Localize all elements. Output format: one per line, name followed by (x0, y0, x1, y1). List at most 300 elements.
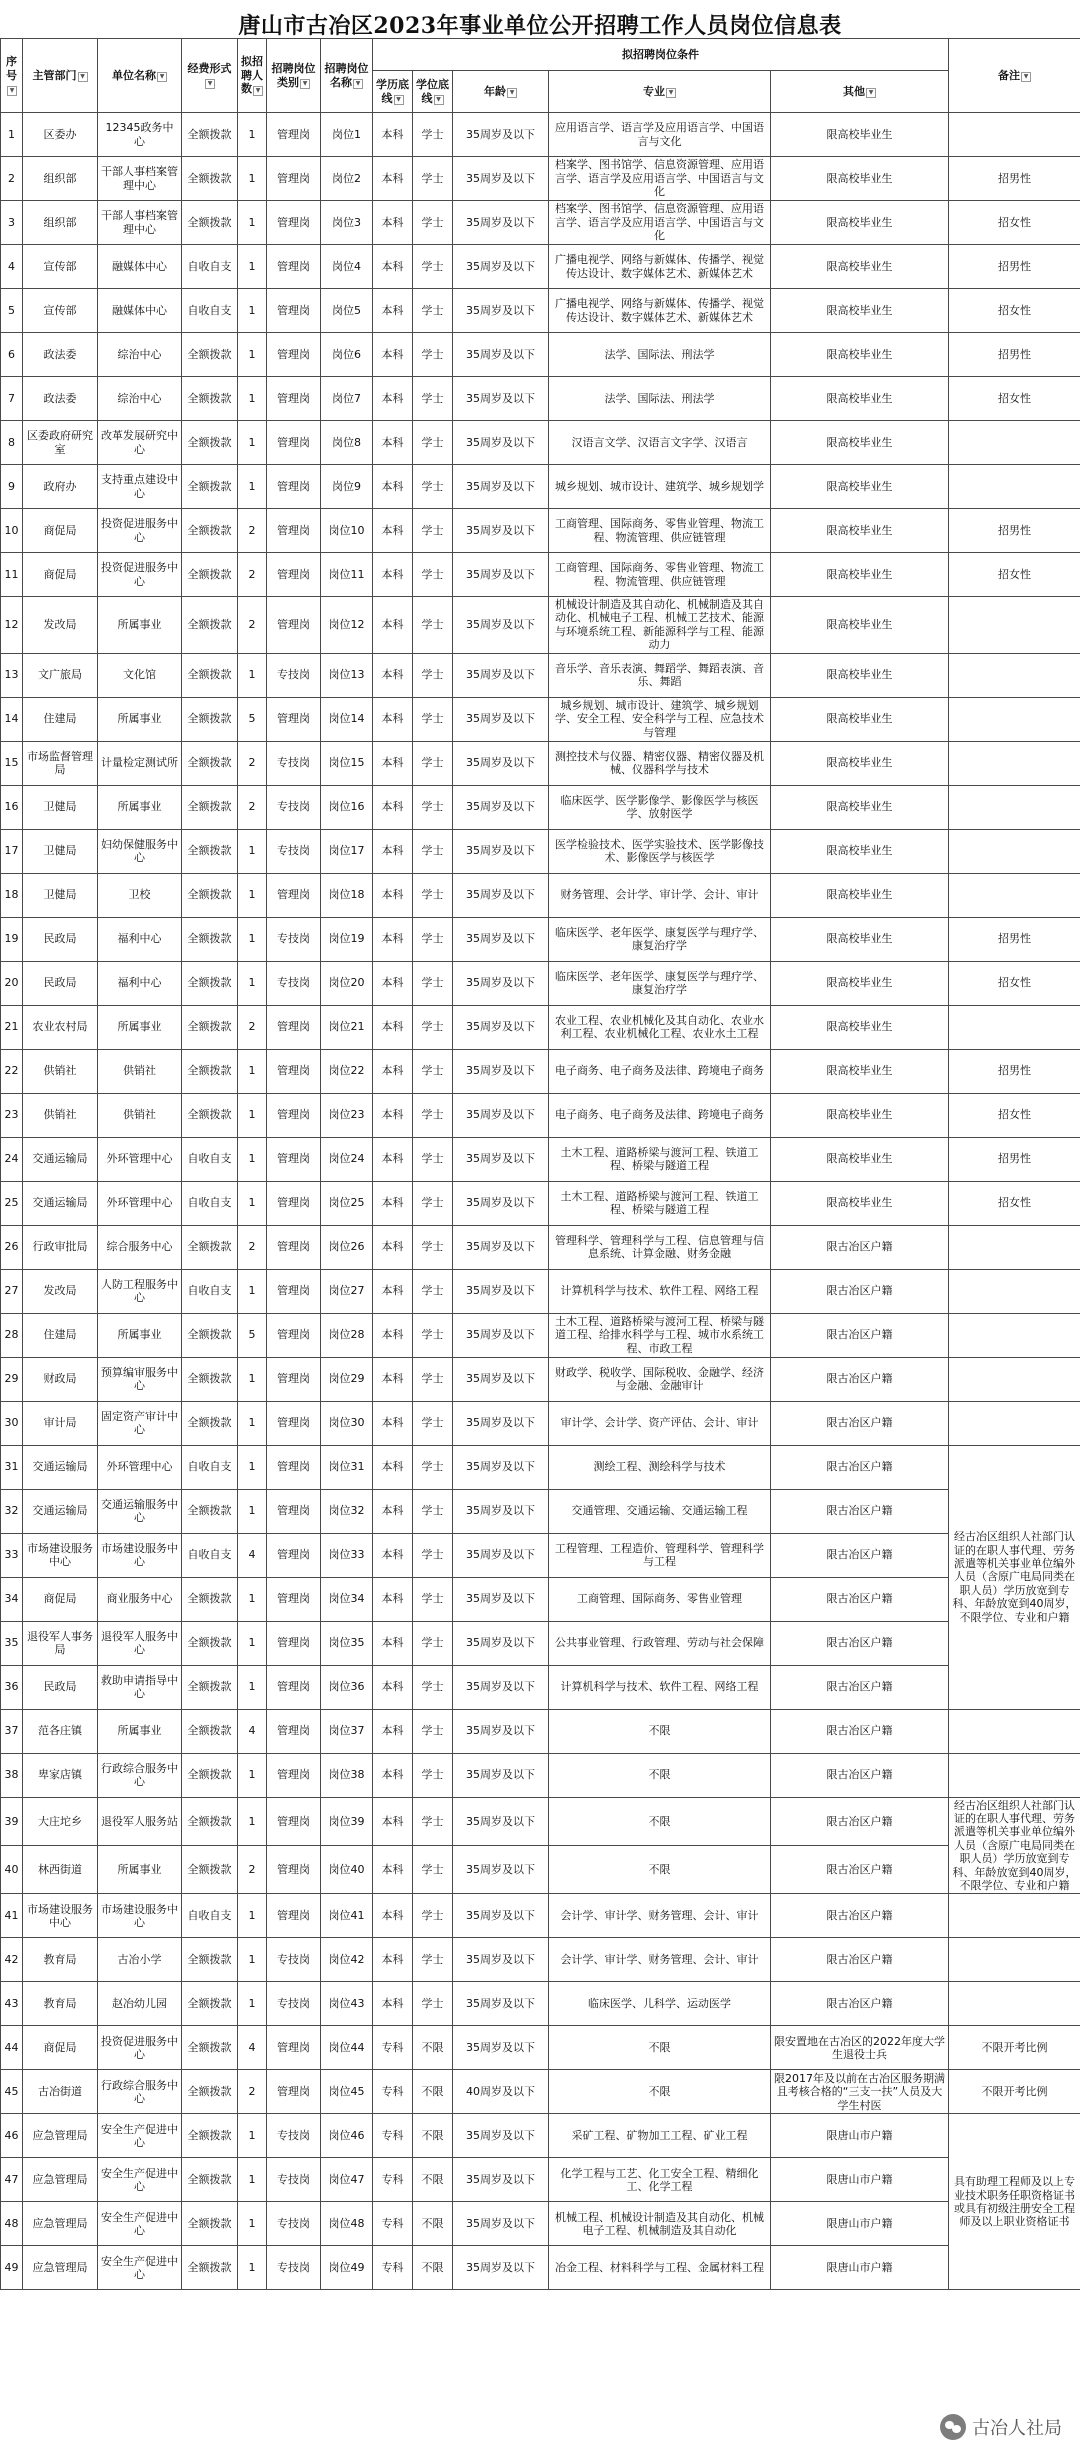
row-count[interactable]: 1 (238, 421, 267, 465)
row-edu[interactable]: 本科 (373, 1005, 413, 1049)
row-funding[interactable]: 全额拨款 (182, 1938, 238, 1982)
row-dept[interactable]: 应急管理局 (23, 2202, 98, 2246)
row-funding[interactable]: 全额拨款 (182, 1621, 238, 1665)
row-category[interactable]: 专技岗 (267, 961, 321, 1005)
row-funding[interactable]: 全额拨款 (182, 1489, 238, 1533)
row-remark[interactable] (949, 113, 1080, 157)
row-category[interactable]: 管理岗 (267, 553, 321, 597)
row-funding[interactable]: 全额拨款 (182, 377, 238, 421)
row-category[interactable]: 管理岗 (267, 1313, 321, 1357)
row-dept[interactable]: 住建局 (23, 697, 98, 741)
row-post[interactable]: 岗位25 (321, 1181, 373, 1225)
row-category[interactable]: 专技岗 (267, 1938, 321, 1982)
row-degree[interactable]: 不限 (413, 2202, 453, 2246)
row-funding[interactable]: 全额拨款 (182, 157, 238, 201)
row-age[interactable]: 35周岁及以下 (453, 2246, 549, 2290)
row-count[interactable]: 1 (238, 829, 267, 873)
row-no[interactable]: 21 (1, 1005, 23, 1049)
row-no[interactable]: 23 (1, 1093, 23, 1137)
row-remark[interactable] (949, 465, 1080, 509)
row-no[interactable]: 28 (1, 1313, 23, 1357)
row-other[interactable]: 限高校毕业生 (771, 377, 949, 421)
row-degree[interactable]: 学士 (413, 1445, 453, 1489)
row-degree[interactable]: 学士 (413, 1225, 453, 1269)
row-count[interactable]: 2 (238, 553, 267, 597)
row-unit[interactable]: 所属事业 (98, 1709, 182, 1753)
row-funding[interactable]: 全额拨款 (182, 697, 238, 741)
row-edu[interactable]: 专科 (373, 2070, 413, 2114)
row-other[interactable]: 限高校毕业生 (771, 873, 949, 917)
row-dept[interactable]: 组织部 (23, 201, 98, 245)
row-edu[interactable]: 本科 (373, 289, 413, 333)
row-no[interactable]: 3 (1, 201, 23, 245)
row-category[interactable]: 专技岗 (267, 2202, 321, 2246)
row-edu[interactable]: 本科 (373, 1445, 413, 1489)
row-category[interactable]: 管理岗 (267, 289, 321, 333)
row-major[interactable]: 土木工程、道路桥梁与渡河工程、桥梁与隧道工程、给排水科学与工程、城市水系统工程、市政工程 (549, 1313, 771, 1357)
row-edu[interactable]: 本科 (373, 1577, 413, 1621)
row-post[interactable]: 岗位5 (321, 289, 373, 333)
row-degree[interactable]: 学士 (413, 917, 453, 961)
row-category[interactable]: 管理岗 (267, 1709, 321, 1753)
row-edu[interactable]: 本科 (373, 1982, 413, 2026)
row-unit[interactable]: 预算编审服务中心 (98, 1357, 182, 1401)
row-category[interactable]: 管理岗 (267, 1753, 321, 1797)
row-category[interactable]: 管理岗 (267, 245, 321, 289)
row-other[interactable]: 限高校毕业生 (771, 509, 949, 553)
row-degree[interactable]: 学士 (413, 1982, 453, 2026)
row-count[interactable]: 1 (238, 1357, 267, 1401)
row-no[interactable]: 18 (1, 873, 23, 917)
row-category[interactable]: 专技岗 (267, 1982, 321, 2026)
row-age[interactable]: 35周岁及以下 (453, 873, 549, 917)
row-major[interactable]: 计算机科学与技术、软件工程、网络工程 (549, 1269, 771, 1313)
row-count[interactable]: 1 (238, 1137, 267, 1181)
row-degree[interactable]: 不限 (413, 2246, 453, 2290)
row-unit[interactable]: 固定资产审计中心 (98, 1401, 182, 1445)
row-major[interactable]: 测绘工程、测绘科学与技术 (549, 1445, 771, 1489)
row-dept[interactable]: 政法委 (23, 377, 98, 421)
row-dept[interactable]: 商促局 (23, 553, 98, 597)
row-funding[interactable]: 自收自支 (182, 289, 238, 333)
row-post[interactable]: 岗位23 (321, 1093, 373, 1137)
row-unit[interactable]: 交通运输服务中心 (98, 1489, 182, 1533)
row-unit[interactable]: 所属事业 (98, 1313, 182, 1357)
row-dept[interactable]: 应急管理局 (23, 2114, 98, 2158)
row-post[interactable]: 岗位40 (321, 1846, 373, 1894)
row-count[interactable]: 1 (238, 465, 267, 509)
row-category[interactable]: 管理岗 (267, 1797, 321, 1845)
row-count[interactable]: 1 (238, 1445, 267, 1489)
row-category[interactable]: 管理岗 (267, 1049, 321, 1093)
row-funding[interactable]: 全额拨款 (182, 2026, 238, 2070)
row-category[interactable]: 管理岗 (267, 157, 321, 201)
row-funding[interactable]: 全额拨款 (182, 553, 238, 597)
row-major[interactable]: 冶金工程、材料科学与工程、金属材料工程 (549, 2246, 771, 2290)
row-no[interactable]: 46 (1, 2114, 23, 2158)
row-unit[interactable]: 行政综合服务中心 (98, 1753, 182, 1797)
row-unit[interactable]: 计量检定测试所 (98, 741, 182, 785)
row-funding[interactable]: 全额拨款 (182, 653, 238, 697)
row-unit[interactable]: 供销社 (98, 1093, 182, 1137)
row-major[interactable]: 临床医学、老年医学、康复医学与理疗学、康复治疗学 (549, 961, 771, 1005)
row-remark[interactable]: 招男性 (949, 245, 1080, 289)
header-post[interactable]: 招聘岗位名称 ▼ (321, 39, 373, 113)
header-degree[interactable]: 学位底线 ▼ (413, 71, 453, 113)
row-remark[interactable] (949, 1269, 1080, 1313)
row-unit[interactable]: 赵冶幼儿园 (98, 1982, 182, 2026)
row-category[interactable]: 管理岗 (267, 597, 321, 654)
row-age[interactable]: 35周岁及以下 (453, 1181, 549, 1225)
row-age[interactable]: 35周岁及以下 (453, 1533, 549, 1577)
row-no[interactable]: 12 (1, 597, 23, 654)
row-no[interactable]: 30 (1, 1401, 23, 1445)
row-no[interactable]: 7 (1, 377, 23, 421)
row-age[interactable]: 35周岁及以下 (453, 1709, 549, 1753)
row-edu[interactable]: 本科 (373, 1665, 413, 1709)
row-category[interactable]: 管理岗 (267, 1533, 321, 1577)
row-unit[interactable]: 外环管理中心 (98, 1181, 182, 1225)
row-unit[interactable]: 行政综合服务中心 (98, 2070, 182, 2114)
row-remark[interactable] (949, 1753, 1080, 1797)
row-post[interactable]: 岗位37 (321, 1709, 373, 1753)
row-category[interactable]: 管理岗 (267, 113, 321, 157)
row-no[interactable]: 32 (1, 1489, 23, 1533)
row-no[interactable]: 11 (1, 553, 23, 597)
row-degree[interactable]: 学士 (413, 1533, 453, 1577)
row-post[interactable]: 岗位2 (321, 157, 373, 201)
row-no[interactable]: 37 (1, 1709, 23, 1753)
row-other[interactable]: 限高校毕业生 (771, 421, 949, 465)
row-remark[interactable]: 不限开考比例 (949, 2026, 1080, 2070)
row-other[interactable]: 限古冶区户籍 (771, 1533, 949, 1577)
row-remark[interactable] (949, 697, 1080, 741)
row-edu[interactable]: 专科 (373, 2246, 413, 2290)
row-degree[interactable]: 学士 (413, 1137, 453, 1181)
row-edu[interactable]: 本科 (373, 1181, 413, 1225)
row-funding[interactable]: 全额拨款 (182, 1225, 238, 1269)
row-major[interactable]: 工商管理、国际商务、零售业管理、物流工程、物流管理、供应链管理 (549, 509, 771, 553)
row-degree[interactable]: 学士 (413, 829, 453, 873)
row-other[interactable]: 限古冶区户籍 (771, 1269, 949, 1313)
row-count[interactable]: 1 (238, 1181, 267, 1225)
row-category[interactable]: 管理岗 (267, 509, 321, 553)
row-edu[interactable]: 本科 (373, 873, 413, 917)
row-other[interactable]: 限唐山市户籍 (771, 2246, 949, 2290)
row-edu[interactable]: 本科 (373, 1401, 413, 1445)
row-no[interactable]: 2 (1, 157, 23, 201)
row-count[interactable]: 1 (238, 201, 267, 245)
row-no[interactable]: 24 (1, 1137, 23, 1181)
row-unit[interactable]: 所属事业 (98, 597, 182, 654)
row-degree[interactable]: 学士 (413, 1005, 453, 1049)
row-major[interactable]: 化学工程与工艺、化工安全工程、精细化工、化学工程 (549, 2158, 771, 2202)
row-category[interactable]: 专技岗 (267, 917, 321, 961)
row-count[interactable]: 1 (238, 1621, 267, 1665)
row-other[interactable]: 限高校毕业生 (771, 1137, 949, 1181)
row-degree[interactable]: 学士 (413, 421, 453, 465)
row-category[interactable]: 管理岗 (267, 1577, 321, 1621)
row-dept[interactable]: 组织部 (23, 157, 98, 201)
row-edu[interactable]: 本科 (373, 829, 413, 873)
row-remark[interactable] (949, 1894, 1080, 1938)
row-remark[interactable] (949, 741, 1080, 785)
row-category[interactable]: 管理岗 (267, 1401, 321, 1445)
row-dept[interactable]: 大庄坨乡 (23, 1797, 98, 1845)
row-age[interactable]: 35周岁及以下 (453, 1005, 549, 1049)
row-unit[interactable]: 安全生产促进中心 (98, 2202, 182, 2246)
row-post[interactable]: 岗位41 (321, 1894, 373, 1938)
row-edu[interactable]: 本科 (373, 1894, 413, 1938)
row-funding[interactable]: 全额拨款 (182, 873, 238, 917)
row-post[interactable]: 岗位16 (321, 785, 373, 829)
row-age[interactable]: 35周岁及以下 (453, 333, 549, 377)
row-post[interactable]: 岗位4 (321, 245, 373, 289)
row-count[interactable]: 1 (238, 2114, 267, 2158)
row-unit[interactable]: 所属事业 (98, 785, 182, 829)
row-no[interactable]: 29 (1, 1357, 23, 1401)
row-major[interactable]: 电子商务、电子商务及法律、跨境电子商务 (549, 1049, 771, 1093)
row-major[interactable]: 档案学、图书馆学、信息资源管理、应用语言学、语言学及应用语言学、中国语言与文化 (549, 157, 771, 201)
row-count[interactable]: 5 (238, 1313, 267, 1357)
row-degree[interactable]: 不限 (413, 2114, 453, 2158)
row-post[interactable]: 岗位7 (321, 377, 373, 421)
row-count[interactable]: 1 (238, 1938, 267, 1982)
row-dept[interactable]: 住建局 (23, 1313, 98, 1357)
row-degree[interactable]: 学士 (413, 1401, 453, 1445)
row-major[interactable]: 电子商务、电子商务及法律、跨境电子商务 (549, 1093, 771, 1137)
row-age[interactable]: 35周岁及以下 (453, 2026, 549, 2070)
row-unit[interactable]: 市场建设服务中心 (98, 1533, 182, 1577)
row-remark[interactable] (949, 1313, 1080, 1357)
row-category[interactable]: 管理岗 (267, 1005, 321, 1049)
row-edu[interactable]: 本科 (373, 509, 413, 553)
row-major[interactable]: 工程管理、工程造价、管理科学、管理科学与工程 (549, 1533, 771, 1577)
row-other[interactable]: 限高校毕业生 (771, 961, 949, 1005)
row-age[interactable]: 35周岁及以下 (453, 785, 549, 829)
row-edu[interactable]: 专科 (373, 2202, 413, 2246)
row-age[interactable]: 35周岁及以下 (453, 157, 549, 201)
row-edu[interactable]: 本科 (373, 465, 413, 509)
row-other[interactable]: 限高校毕业生 (771, 1005, 949, 1049)
row-unit[interactable]: 福利中心 (98, 961, 182, 1005)
row-no[interactable]: 45 (1, 2070, 23, 2114)
row-remark[interactable]: 招女性 (949, 201, 1080, 245)
row-other[interactable]: 限古冶区户籍 (771, 1577, 949, 1621)
row-dept[interactable]: 古冶街道 (23, 2070, 98, 2114)
row-funding[interactable]: 全额拨款 (182, 741, 238, 785)
row-remark[interactable] (949, 873, 1080, 917)
row-category[interactable]: 管理岗 (267, 2070, 321, 2114)
row-remark-merged[interactable]: 经古冶区组织人社部门认证的在职人事代理、劳务派遣等机关事业单位编外人员（含原广电局同类在职人员）学历放宽到专科、年龄放宽到40周岁，不限学位、专业和户籍 (949, 1797, 1080, 1894)
row-unit[interactable]: 融媒体中心 (98, 245, 182, 289)
row-category[interactable]: 专技岗 (267, 2158, 321, 2202)
row-major[interactable]: 音乐学、音乐表演、舞蹈学、舞蹈表演、音乐、舞蹈 (549, 653, 771, 697)
row-remark[interactable] (949, 1401, 1080, 1445)
row-dept[interactable]: 发改局 (23, 597, 98, 654)
row-unit[interactable]: 市场建设服务中心 (98, 1894, 182, 1938)
row-category[interactable]: 专技岗 (267, 2114, 321, 2158)
row-count[interactable]: 1 (238, 377, 267, 421)
row-no[interactable]: 44 (1, 2026, 23, 2070)
row-other[interactable]: 限古冶区户籍 (771, 1982, 949, 2026)
row-dept[interactable]: 交通运输局 (23, 1137, 98, 1181)
row-category[interactable]: 管理岗 (267, 465, 321, 509)
row-post[interactable]: 岗位1 (321, 113, 373, 157)
row-other[interactable]: 限高校毕业生 (771, 201, 949, 245)
row-category[interactable]: 管理岗 (267, 1489, 321, 1533)
row-post[interactable]: 岗位21 (321, 1005, 373, 1049)
row-funding[interactable]: 全额拨款 (182, 1709, 238, 1753)
row-degree[interactable]: 学士 (413, 1489, 453, 1533)
row-category[interactable]: 管理岗 (267, 1445, 321, 1489)
row-degree[interactable]: 学士 (413, 1938, 453, 1982)
row-no[interactable]: 26 (1, 1225, 23, 1269)
row-edu[interactable]: 本科 (373, 1313, 413, 1357)
header-edu[interactable]: 学历底线 ▼ (373, 71, 413, 113)
row-funding[interactable]: 自收自支 (182, 1533, 238, 1577)
row-post[interactable]: 岗位32 (321, 1489, 373, 1533)
row-no[interactable]: 22 (1, 1049, 23, 1093)
row-remark[interactable] (949, 1225, 1080, 1269)
row-category[interactable]: 管理岗 (267, 1665, 321, 1709)
row-post[interactable]: 岗位6 (321, 333, 373, 377)
row-degree[interactable]: 学士 (413, 333, 453, 377)
row-age[interactable]: 35周岁及以下 (453, 697, 549, 741)
row-other[interactable]: 限高校毕业生 (771, 697, 949, 741)
row-other[interactable]: 限高校毕业生 (771, 113, 949, 157)
row-other[interactable]: 限高校毕业生 (771, 829, 949, 873)
row-count[interactable]: 5 (238, 697, 267, 741)
row-no[interactable]: 4 (1, 245, 23, 289)
row-unit[interactable]: 所属事业 (98, 1846, 182, 1894)
row-remark[interactable] (949, 785, 1080, 829)
row-major[interactable]: 医学检验技术、医学实验技术、医学影像技术、影像医学与核医学 (549, 829, 771, 873)
row-post[interactable]: 岗位46 (321, 2114, 373, 2158)
row-age[interactable]: 35周岁及以下 (453, 597, 549, 654)
row-unit[interactable]: 退役军人服务中心 (98, 1621, 182, 1665)
row-post[interactable]: 岗位34 (321, 1577, 373, 1621)
row-dept[interactable]: 供销社 (23, 1049, 98, 1093)
row-degree[interactable]: 学士 (413, 1894, 453, 1938)
row-unit[interactable]: 古冶小学 (98, 1938, 182, 1982)
row-funding[interactable]: 全额拨款 (182, 465, 238, 509)
row-post[interactable]: 岗位22 (321, 1049, 373, 1093)
row-unit[interactable]: 外环管理中心 (98, 1137, 182, 1181)
row-dept[interactable]: 行政审批局 (23, 1225, 98, 1269)
row-count[interactable]: 1 (238, 873, 267, 917)
row-major[interactable]: 测控技术与仪器、精密仪器、精密仪器及机械、仪器科学与技术 (549, 741, 771, 785)
row-count[interactable]: 2 (238, 785, 267, 829)
row-post[interactable]: 岗位8 (321, 421, 373, 465)
row-other[interactable]: 限古冶区户籍 (771, 1709, 949, 1753)
row-dept[interactable]: 区委办 (23, 113, 98, 157)
row-count[interactable]: 2 (238, 509, 267, 553)
row-funding[interactable]: 自收自支 (182, 1445, 238, 1489)
row-remark[interactable] (949, 1938, 1080, 1982)
row-post[interactable]: 岗位10 (321, 509, 373, 553)
row-count[interactable]: 1 (238, 1665, 267, 1709)
row-degree[interactable]: 学士 (413, 113, 453, 157)
row-age[interactable]: 35周岁及以下 (453, 917, 549, 961)
row-unit[interactable]: 12345政务中心 (98, 113, 182, 157)
row-edu[interactable]: 本科 (373, 917, 413, 961)
row-degree[interactable]: 学士 (413, 1577, 453, 1621)
row-post[interactable]: 岗位13 (321, 653, 373, 697)
row-post[interactable]: 岗位9 (321, 465, 373, 509)
row-age[interactable]: 35周岁及以下 (453, 1357, 549, 1401)
row-unit[interactable]: 所属事业 (98, 697, 182, 741)
row-unit[interactable]: 安全生产促进中心 (98, 2158, 182, 2202)
row-edu[interactable]: 本科 (373, 1533, 413, 1577)
row-no[interactable]: 14 (1, 697, 23, 741)
row-funding[interactable]: 全额拨款 (182, 1357, 238, 1401)
row-post[interactable]: 岗位33 (321, 1533, 373, 1577)
header-age[interactable]: 年龄 ▼ (453, 71, 549, 113)
row-remark[interactable] (949, 653, 1080, 697)
row-major[interactable]: 土木工程、道路桥梁与渡河工程、铁道工程、桥梁与隧道工程 (549, 1181, 771, 1225)
row-degree[interactable]: 学士 (413, 157, 453, 201)
row-age[interactable]: 40周岁及以下 (453, 2070, 549, 2114)
row-other[interactable]: 限2017年及以前在古冶区服务期满且考核合格的“三支一扶”人员及大学生村医 (771, 2070, 949, 2114)
row-category[interactable]: 管理岗 (267, 1269, 321, 1313)
row-degree[interactable]: 学士 (413, 653, 453, 697)
row-unit[interactable]: 干部人事档案管理中心 (98, 157, 182, 201)
row-other[interactable]: 限高校毕业生 (771, 245, 949, 289)
row-degree[interactable]: 学士 (413, 1709, 453, 1753)
row-funding[interactable]: 自收自支 (182, 1269, 238, 1313)
row-no[interactable]: 36 (1, 1665, 23, 1709)
row-funding[interactable]: 自收自支 (182, 245, 238, 289)
row-other[interactable]: 限古冶区户籍 (771, 1753, 949, 1797)
row-unit[interactable]: 卫校 (98, 873, 182, 917)
row-no[interactable]: 42 (1, 1938, 23, 1982)
row-degree[interactable]: 学士 (413, 597, 453, 654)
row-major[interactable]: 采矿工程、矿物加工工程、矿业工程 (549, 2114, 771, 2158)
row-post[interactable]: 岗位11 (321, 553, 373, 597)
row-edu[interactable]: 本科 (373, 1049, 413, 1093)
row-post[interactable]: 岗位35 (321, 1621, 373, 1665)
row-edu[interactable]: 本科 (373, 741, 413, 785)
row-other[interactable]: 限古冶区户籍 (771, 1894, 949, 1938)
row-count[interactable]: 1 (238, 289, 267, 333)
header-unit[interactable]: 单位名称 ▼ (98, 39, 182, 113)
row-major[interactable]: 财政学、税收学、国际税收、金融学、经济与金融、金融审计 (549, 1357, 771, 1401)
row-count[interactable]: 1 (238, 113, 267, 157)
row-dept[interactable]: 卑家店镇 (23, 1753, 98, 1797)
row-count[interactable]: 2 (238, 741, 267, 785)
row-edu[interactable]: 本科 (373, 1846, 413, 1894)
row-no[interactable]: 9 (1, 465, 23, 509)
row-age[interactable]: 35周岁及以下 (453, 1313, 549, 1357)
row-unit[interactable]: 商业服务中心 (98, 1577, 182, 1621)
row-count[interactable]: 2 (238, 1225, 267, 1269)
row-category[interactable]: 管理岗 (267, 1621, 321, 1665)
header-major[interactable]: 专业 ▼ (549, 71, 771, 113)
row-other[interactable]: 限古冶区户籍 (771, 1313, 949, 1357)
row-other[interactable]: 限古冶区户籍 (771, 1357, 949, 1401)
row-dept[interactable]: 民政局 (23, 1665, 98, 1709)
row-unit[interactable]: 投资促进服务中心 (98, 2026, 182, 2070)
row-major[interactable]: 临床医学、老年医学、康复医学与理疗学、康复治疗学 (549, 917, 771, 961)
row-other[interactable]: 限唐山市户籍 (771, 2158, 949, 2202)
row-funding[interactable]: 自收自支 (182, 1181, 238, 1225)
row-other[interactable]: 限古冶区户籍 (771, 1797, 949, 1845)
row-age[interactable]: 35周岁及以下 (453, 201, 549, 245)
row-degree[interactable]: 学士 (413, 741, 453, 785)
row-count[interactable]: 1 (238, 157, 267, 201)
row-post[interactable]: 岗位47 (321, 2158, 373, 2202)
